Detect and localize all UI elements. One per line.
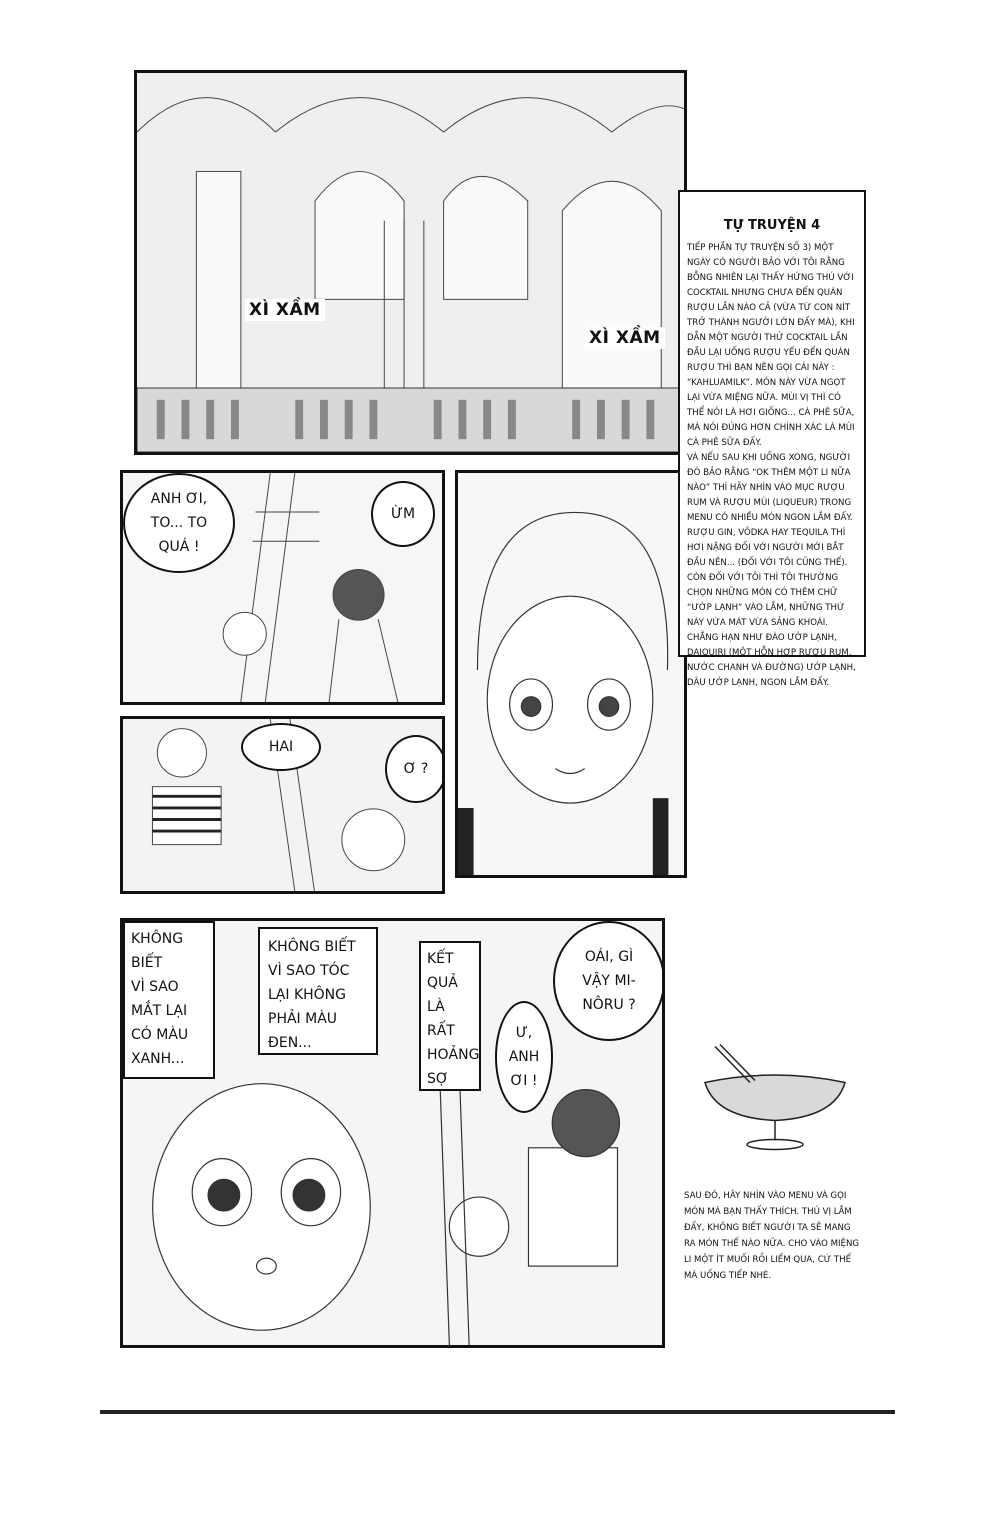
sidebar-title: TỰ TRUYỆN 4 [723, 218, 821, 233]
speech-bubble-anh-oi: ANH ƠI, TO... TO QUÁ ! [123, 473, 235, 573]
sidebar-body: TIẾP PHẦN TỰ TRUYỆN SỐ 3) MỘT NGÀY CÓ NGƯỜI BẢO VỚI TÔI RẰNG BỖNG NHIÊN LẠI THẤY HỨNG THÚ VỚI COCKTAIL NHƯNG CHƯA ĐẾN QUÁN RƯỢU LẦN NÀO CẢ (VỪA TỪ CON NÍT TRỞ THÀNH NGƯỜI LỚN ĐẤY MÀ), KHI DẪN MỘT NGƯỜI THỬ COCKTAIL LẦN ĐẦU LẠI UỐNG RƯỢU YẾU ĐẾN QUÁN RƯỢU THÌ BẠN NÊN GỌI CÁI NÀY : “KAHLUAMILK”. MÓN NÀY VỪA NGỌT LẠI VỪA MIỆNG NỮA. MÙI VỊ THÌ CÓ THỂ NÓI LÀ HƠI GIỐNG... CÀ PHÊ SỮA, MÀ NÓI ĐÚNG HƠN CHÍNH XÁC LÀ MÙI CÀ PHÊ SỮA ĐẤY. VÀ NẾU SAU KHI UỐNG XONG, NGƯỜI ĐÓ BẢO RẰNG “OK THÊM MỘT LI NỮA NÀO” THÌ HÃY NHÌN VÀO MỤC RƯỢU RUM VÀ RƯỢU MÙI (LIQUEUR) TRONG MENU CÓ NHIỀU MÓN NGON LẮM ĐẤY. RƯỢU GIN, VÔDKA HAY TEQUILA THÌ HƠI NẶNG ĐỐI VỚI NGƯỜI MỚI BẮT ĐẦU NÊN... (ĐỐI VỚI TÔI CŨNG THẾ). CÒN ĐỐI VỚI TÔI THÌ TÔI THƯỜNG CHỌN NHỮNG MÓN CÓ THÊM CHỮ “ƯỚP LẠNH” VÀO LẮM, NHỮNG THỨ NÀY VỪA MÁT VỪA SẢNG KHOÁI. CHẲNG HẠN NHƯ ĐÀO ƯỚP LẠNH, DAIQUIRI (MỘT HỖN HỢP RƯỢU RUM, NƯỚC CHANH VÀ ĐƯỜNG) ƯỚP LẠNH, DÂU ƯỚP LẠNH, NGON LẮM ĐẤY. [687, 243, 856, 688]
girl-smiling-illustration [458, 473, 684, 875]
panel-girl-smiling [455, 470, 687, 878]
panel-girl-and-boy [120, 716, 445, 894]
panel-crying-boy [120, 918, 665, 1348]
caption-box-toc-den: KHÔNG BIẾT VÌ SAO TÓC LẠI KHÔNG PHẢI MÀU ĐEN... [258, 927, 378, 1055]
building-arches-illustration [137, 73, 684, 452]
sfx-whisper-left: XÌ XẦM [245, 299, 325, 321]
cocktail-glass-illustration [695, 1035, 855, 1160]
closing-paragraph: SAU ĐÓ, HÃY NHÌN VÀO MENU VÀ GỌI MÓN MÀ BẠN THẤY THÍCH. THÚ VỊ LẮM ĐẤY, KHÔNG BIẾT NGƯỜI TA SẼ MANG RA MÓN THẾ NÀO NỮA. CHO VÀO MIỆNG LI MỘT ÍT MUỐI RỒI LIẾM QUA, CỨ THẾ MÀ UỐNG TIẾP NHÉ. [684, 1191, 862, 1281]
panel-boys-chairs [120, 470, 445, 705]
panel-building [134, 70, 687, 455]
speech-bubble-um: ỪM [371, 481, 435, 547]
page-bottom-rule [100, 1410, 895, 1414]
caption-box-mat-xanh: KHÔNG BIẾT VÌ SAO MẮT LẠI CÓ MÀU XANH... [123, 921, 215, 1079]
speech-bubble-oai: OÁI, GÌ VẬY MI- NÔRU ? [553, 921, 665, 1041]
caption-box-hoang-so: KẾT QUẢ LÀ RẤT HOẢNG SỢ [419, 941, 481, 1091]
speech-bubble-o: Ơ ? [385, 735, 445, 803]
speech-bubble-hai: HAI [241, 723, 321, 771]
speech-bubble-u-anh-oi: Ư, ANH ƠI ! [495, 1001, 553, 1113]
sidebar-autobiography [678, 190, 866, 688]
sfx-whisper-right: XÌ XẦM [585, 327, 665, 349]
